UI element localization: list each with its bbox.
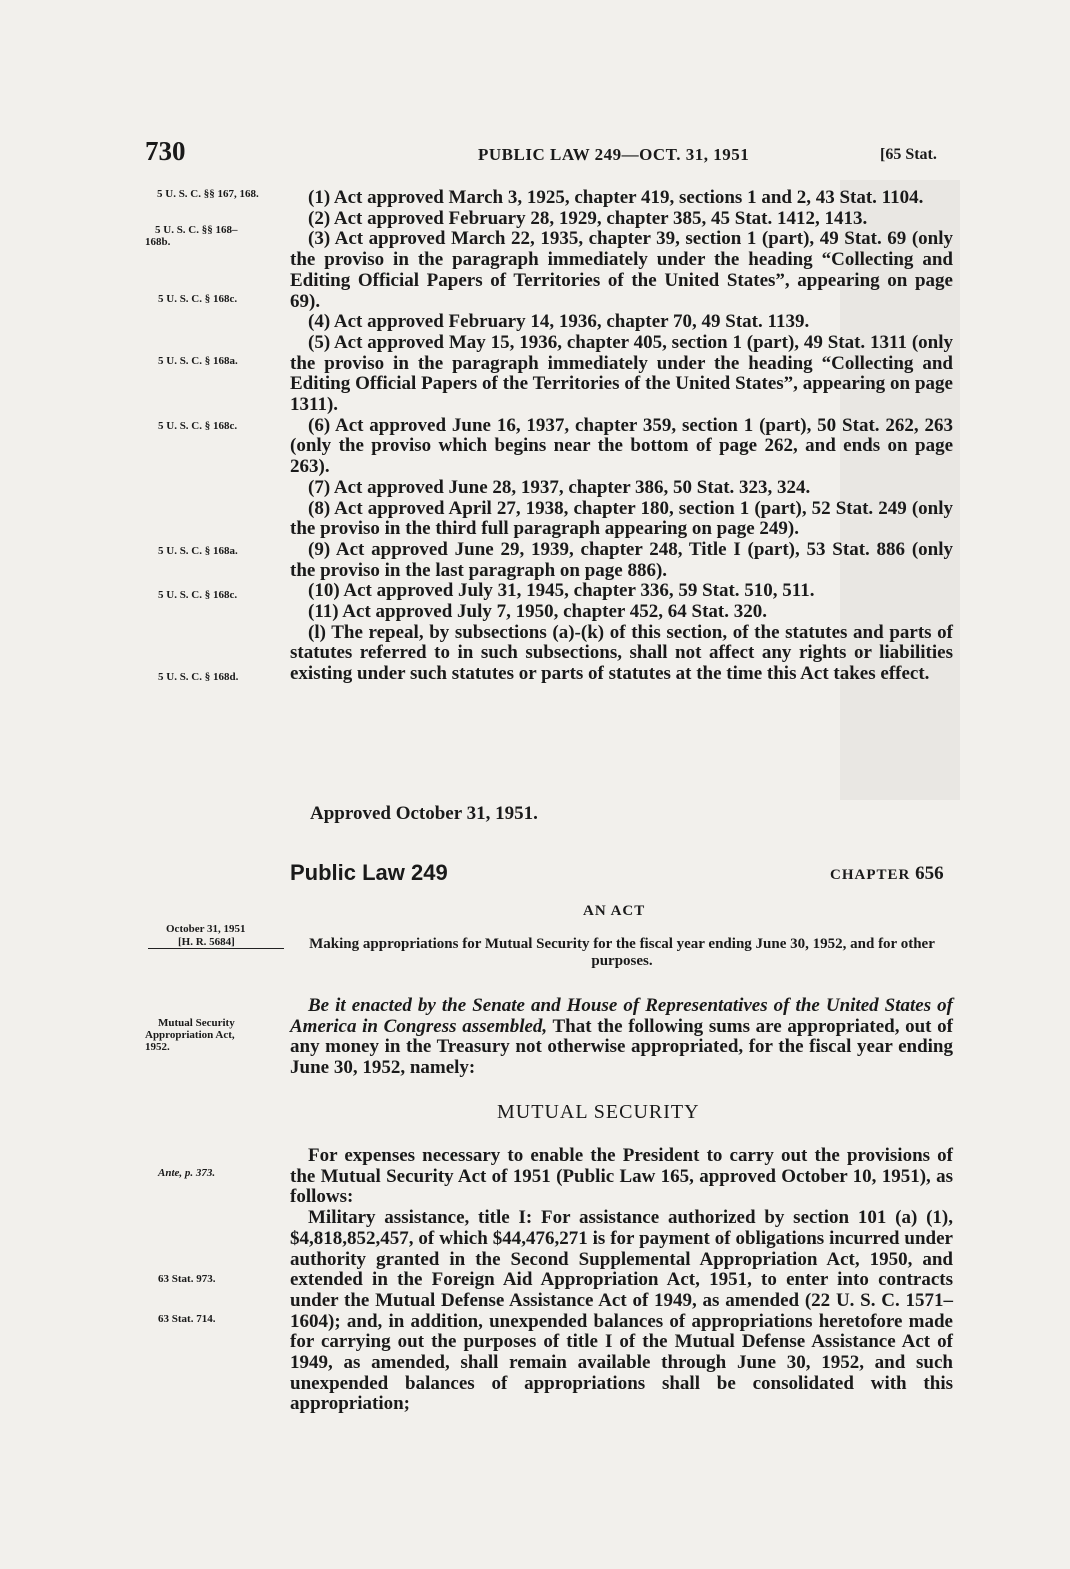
- enacting-clause: [290, 996, 953, 1079]
- act-purpose: Making appropriations for Mutual Security for the fiscal year ending June 30, 1952, and for other purposes.: [309, 936, 935, 969]
- margin-rule: [148, 948, 284, 949]
- repeal-item: (6) Act approved June 16, 1937, chapter 359, section 1 (part), 50 Stat. 262, 263 (only the proviso which begins near the bottom of page 262, and ends on page 263).: [290, 414, 953, 478]
- margin-note: Appropriation Act,: [145, 1029, 235, 1041]
- section-heading: MUTUAL SECURITY: [497, 1101, 700, 1123]
- repeal-item: (8) Act approved April 27, 1938, chapter 180, section 1 (part), 52 Stat. 249 (only the proviso in the third full paragraph appearing on page 249).: [290, 497, 953, 540]
- margin-note: 168b.: [145, 236, 171, 248]
- repeal-item: (1) Act approved March 3, 1925, chapter 419, sections 1 and 2, 43 Stat. 1104.: [308, 187, 924, 208]
- margin-note: 5 U. S. C. § 168a.: [158, 545, 238, 557]
- paragraph: Military assistance, title I: For assistance authorized by section 101 (a) (1), $4,818,852,457, of which $44,476,271 is for payment of obligations incurred under authority granted in the Second Supplemental Appropriation Act, 1950, and extended in the Foreign Aid Appropriation Act, 1951, to enter into contracts under the Mutual Defense Assistance Act of 1949, as amended (22 U. S. C. 1571–1604); and, in addition, unexpended balances of appropriations heretofore made for carrying out the purposes of title I of the Mutual Defense Assistance Act of 1949, as amended, shall remain available through June 30, 1952, and such unexpended balances of appropriations shall be consolidated with this appropriation;: [290, 1207, 953, 1415]
- margin-note-bill: [H. R. 5684]: [178, 936, 235, 948]
- running-head: PUBLIC LAW 249—OCT. 31, 1951: [478, 145, 750, 164]
- public-law-title: Public Law 249: [290, 860, 448, 885]
- stat-reference: [65 Stat.: [880, 146, 937, 163]
- enacting-text: That the following sums are appropriated, out of any money in the Treasury not otherwise appropriated, for the fiscal year ending June 30, 1952, namely:: [290, 1015, 953, 1079]
- repeal-item: (9) Act approved June 29, 1939, chapter 248, Title I (part), 53 Stat. 886 (only the proviso in the last paragraph on page 886).: [290, 538, 953, 581]
- page-number: 730: [145, 136, 186, 166]
- repeal-item: (11) Act approved July 7, 1950, chapter 452, 64 Stat. 320.: [308, 601, 767, 623]
- margin-note-date: October 31, 1951: [166, 923, 246, 935]
- margin-note: 5 U. S. C. § 168d.: [158, 671, 239, 683]
- repeal-item: (7) Act approved June 28, 1937, chapter 386, 50 Stat. 323, 324.: [308, 476, 811, 498]
- margin-note: 5 U. S. C. § 168c.: [158, 293, 238, 305]
- margin-note: Ante, p. 373.: [158, 1167, 216, 1179]
- margin-note: 5 U. S. C. §§ 168–: [155, 224, 238, 236]
- repeal-item: (5) Act approved May 15, 1936, chapter 405, section 1 (part), 49 Stat. 1311 (only the proviso in the paragraph immediately under the heading “Collecting and Editing Official Papers of the Territories of the United States”, appearing on page 1311).: [290, 331, 953, 416]
- appropriation-text: [290, 1146, 953, 1415]
- enacting-formula: Be it enacted by the Senate and House of Representatives of the United States of America in Congress assembled,: [290, 995, 953, 1037]
- an-act-heading: AN ACT: [583, 903, 646, 919]
- savings-clause: (l) The repeal, by subsections (a)-(k) of this section, of the statutes and parts of statutes referred to in such subsections, shall not affect any rights or liabilities existing under such statutes or parts of statutes at the time this Act takes effect.: [290, 621, 953, 685]
- margin-note: 1952.: [145, 1041, 170, 1053]
- repeal-item: (3) Act approved March 22, 1935, chapter 39, section 1 (part), 49 Stat. 69 (only the proviso in the paragraph immediately under the heading “Collecting and Editing Official Papers of Territories of the United States”, appearing on page 69).: [290, 228, 953, 312]
- margin-note: Mutual Security: [158, 1017, 235, 1029]
- repeal-item: (10) Act approved July 31, 1945, chapter 336, 59 Stat. 510, 511.: [308, 580, 815, 602]
- chapter-number: 656: [915, 863, 944, 884]
- margin-note: 5 U. S. C. § 168c.: [158, 589, 238, 601]
- chapter-heading: [830, 863, 944, 885]
- margin-note: 5 U. S. C. § 168a.: [158, 355, 238, 367]
- margin-note: 5 U. S. C. §§ 167, 168.: [157, 188, 259, 200]
- repeal-list: [290, 188, 953, 685]
- repeal-item: (4) Act approved February 14, 1936, chapter 70, 49 Stat. 1139.: [308, 311, 810, 333]
- margin-note: 5 U. S. C. § 168c.: [158, 420, 238, 432]
- repeal-item: (2) Act approved February 28, 1929, chapter 385, 45 Stat. 1412, 1413.: [308, 207, 868, 229]
- margin-note: 63 Stat. 714.: [158, 1313, 216, 1325]
- margin-note: 63 Stat. 973.: [158, 1273, 216, 1285]
- paragraph: For expenses necessary to enable the President to carry out the provisions of the Mutual Security Act of 1951 (Public Law 165, approved October 10, 1951), as follows:: [290, 1145, 953, 1208]
- approval-date: Approved October 31, 1951.: [310, 803, 538, 824]
- chapter-label: CHAPTER: [830, 867, 911, 883]
